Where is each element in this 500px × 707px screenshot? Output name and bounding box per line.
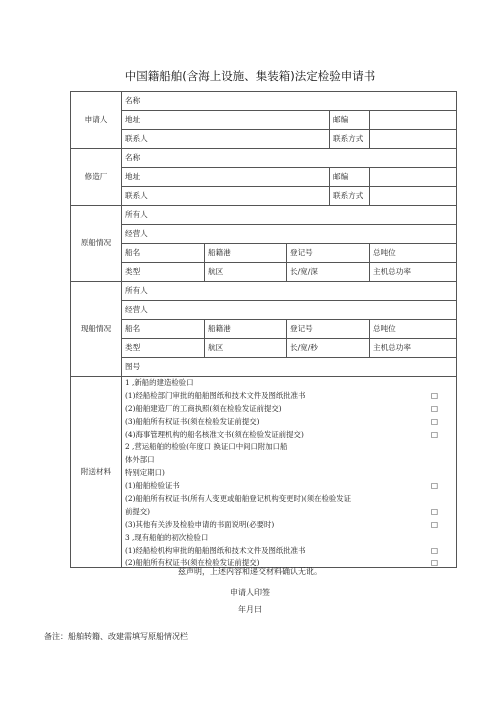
annex-line bbox=[122, 480, 456, 493]
declaration-text: 兹声明，上述内容和递交材料确认无讹。 bbox=[178, 567, 322, 576]
shipyard-name-label: 名称 bbox=[125, 152, 141, 162]
date-label: 年月曰 bbox=[238, 605, 262, 614]
current-ship-type-field[interactable] bbox=[122, 339, 205, 358]
annex-line bbox=[122, 545, 456, 558]
checkbox-icon[interactable]: □ bbox=[431, 481, 438, 491]
current-ship-dims-field[interactable] bbox=[287, 339, 370, 358]
annex-materials-list bbox=[122, 377, 456, 567]
applicant-postcode-field[interactable] bbox=[370, 111, 457, 130]
annex-materials-cell bbox=[122, 377, 457, 568]
original-ship-owner-field[interactable] bbox=[122, 206, 457, 225]
original-ship-dims-label: 长/宽/深 bbox=[290, 266, 318, 276]
remarks-note: 备注：船舶转籍、改建需填写原船情况栏 bbox=[44, 632, 188, 641]
annex-line bbox=[122, 377, 456, 390]
checkbox-icon[interactable]: □ bbox=[431, 403, 438, 413]
annex-line bbox=[122, 416, 456, 429]
shipyard-contact-field[interactable] bbox=[122, 187, 330, 206]
shipyard-address-field[interactable] bbox=[122, 168, 330, 187]
annex-line-text: 2 ,营运船舶的检验(年度口 换证口中间口附加口船 bbox=[125, 442, 288, 452]
applicant-contact-label: 联系人 bbox=[125, 133, 148, 143]
annex-line-text: (2)船舶所有权证书(须在检验发证前提交) bbox=[125, 558, 260, 567]
annex-line bbox=[122, 506, 456, 519]
shipyard-section-header: 修造厂 bbox=[71, 149, 122, 206]
applicant-signature-label: 申请人印签 bbox=[230, 588, 270, 597]
annex-line-text: 1 ,新船的建造检验口 bbox=[125, 378, 194, 387]
shipyard-postcode-field[interactable] bbox=[370, 168, 457, 187]
annex-section-header: 附送材料 bbox=[71, 377, 122, 568]
shipyard-contact-method-field[interactable] bbox=[370, 187, 457, 206]
checkbox-icon[interactable]: □ bbox=[431, 506, 438, 516]
original-ship-reg-no-field[interactable] bbox=[287, 244, 370, 263]
original-ship-owner-label: 所有人 bbox=[125, 209, 148, 219]
current-ship-drawing-no-field[interactable] bbox=[122, 358, 457, 377]
current-ship-drawing-no-label: 图号 bbox=[125, 361, 141, 371]
current-ship-tonnage-field[interactable] bbox=[370, 320, 457, 339]
annex-line-text: (2)船舶建造厂的工商执照(须在检验发证前提交) bbox=[125, 403, 282, 413]
annex-line-text: 3 ,现有船舶的初次检验口 bbox=[125, 532, 209, 542]
shipyard-contact-label: 联系人 bbox=[125, 190, 148, 200]
checkbox-icon[interactable]: □ bbox=[431, 545, 438, 555]
current-ship-name-field[interactable] bbox=[122, 320, 205, 339]
current-ship-dims-label: 长/宽/秒 bbox=[290, 342, 318, 352]
current-ship-tonnage-label: 总吨位 bbox=[373, 323, 396, 333]
original-ship-type-field[interactable] bbox=[122, 263, 205, 282]
application-form-table bbox=[70, 91, 457, 568]
original-ship-name-field[interactable] bbox=[122, 244, 205, 263]
applicant-section-header: 申请人 bbox=[71, 92, 122, 149]
current-ship-name-label: 船名 bbox=[125, 323, 141, 333]
annex-line-text: (3)船舶所有权证书(须在检验发证前提交) bbox=[125, 416, 260, 426]
annex-line bbox=[122, 454, 456, 467]
applicant-contact-method-field[interactable] bbox=[370, 130, 457, 149]
original-ship-port-label: 船籍港 bbox=[208, 247, 231, 257]
checkbox-icon[interactable]: □ bbox=[431, 416, 438, 426]
annex-line bbox=[122, 390, 456, 403]
applicant-name-label: 名称 bbox=[125, 95, 141, 105]
checkbox-icon[interactable]: □ bbox=[431, 390, 438, 400]
annex-line bbox=[122, 429, 456, 442]
current-ship-operator-field[interactable] bbox=[122, 301, 457, 320]
applicant-address-field[interactable] bbox=[122, 111, 330, 130]
original-ship-tonnage-field[interactable] bbox=[370, 244, 457, 263]
original-ship-reg-no-label: 登记号 bbox=[290, 247, 313, 257]
current-ship-power-label: 主机总功率 bbox=[373, 342, 411, 352]
original-ship-type-label: 类型 bbox=[125, 266, 141, 276]
current-ship-operator-label: 经营人 bbox=[125, 304, 148, 314]
current-ship-reg-no-field[interactable] bbox=[287, 320, 370, 339]
current-ship-reg-no-label: 登记号 bbox=[290, 323, 313, 333]
original-ship-operator-field[interactable] bbox=[122, 225, 457, 244]
annex-line-text: (1)船舶检验证书 bbox=[125, 481, 180, 491]
current-ship-power-field[interactable] bbox=[370, 339, 457, 358]
current-ship-owner-label: 所有人 bbox=[125, 285, 148, 295]
applicant-postcode-label: 邮编 bbox=[330, 111, 370, 130]
shipyard-postcode-label: 邮编 bbox=[330, 168, 370, 187]
annex-line-text: (1)经船检部门审批的船舶图纸和技术文件及图纸批准书 bbox=[125, 390, 306, 400]
shipyard-contact-method-label: 联系方式 bbox=[330, 187, 370, 206]
annex-line-text: 体外部口 bbox=[125, 455, 155, 465]
original-ship-section-header: 原船情况 bbox=[71, 206, 122, 282]
shipyard-address-label: 地址 bbox=[125, 171, 141, 181]
applicant-address-label: 地址 bbox=[125, 114, 141, 124]
annex-line bbox=[122, 532, 456, 545]
applicant-contact-field[interactable] bbox=[122, 130, 330, 149]
applicant-name-field[interactable] bbox=[122, 92, 457, 111]
annex-line bbox=[122, 493, 456, 506]
annex-line-text: 特别定期口) bbox=[125, 468, 165, 478]
current-ship-area-field[interactable] bbox=[205, 339, 287, 358]
current-ship-port-label: 船籍港 bbox=[208, 323, 231, 333]
original-ship-tonnage-label: 总吨位 bbox=[373, 247, 396, 257]
applicant-contact-method-label: 联系方式 bbox=[330, 130, 370, 149]
annex-line-text: (4)海事管理机构的船名核准文书(须在检验发证前提交) bbox=[125, 429, 304, 439]
original-ship-operator-label: 经营人 bbox=[125, 228, 148, 238]
annex-line bbox=[122, 519, 456, 532]
checkbox-icon[interactable]: □ bbox=[431, 429, 438, 439]
original-ship-area-field[interactable] bbox=[205, 263, 287, 282]
annex-line-text: (2)船舶所有权证书(所有人变更或船舶登记机构变更时)(须在检验发证 bbox=[125, 494, 352, 504]
current-ship-section-header: 现船情况 bbox=[71, 282, 122, 377]
annex-line-text: (3)其他有关涉及检验申请的书面说明(必要时) bbox=[125, 519, 275, 529]
original-ship-dims-field[interactable] bbox=[287, 263, 370, 282]
checkbox-icon[interactable]: □ bbox=[431, 558, 438, 567]
annex-line bbox=[122, 403, 456, 416]
current-ship-type-label: 类型 bbox=[125, 342, 141, 352]
page-title: 中国籍船舶(含海上设施、集装箱)法定检验申请书 bbox=[124, 69, 376, 83]
annex-line-text: (1)经船检机构审批的船舶图纸和技术文件及图纸批准书 bbox=[125, 545, 306, 555]
annex-line bbox=[122, 467, 456, 480]
current-ship-owner-field[interactable] bbox=[122, 282, 457, 301]
checkbox-icon[interactable]: □ bbox=[431, 519, 438, 529]
current-ship-area-label: 航区 bbox=[208, 342, 224, 352]
annex-line-text: 前提交) bbox=[125, 506, 151, 516]
original-ship-port-field[interactable] bbox=[205, 244, 287, 263]
annex-line bbox=[122, 441, 456, 454]
shipyard-name-field[interactable] bbox=[122, 149, 457, 168]
original-ship-area-label: 航区 bbox=[208, 266, 224, 276]
current-ship-port-field[interactable] bbox=[205, 320, 287, 339]
original-ship-power-field[interactable] bbox=[370, 263, 457, 282]
original-ship-name-label: 船名 bbox=[125, 247, 141, 257]
original-ship-power-label: 主机总功率 bbox=[373, 266, 411, 276]
